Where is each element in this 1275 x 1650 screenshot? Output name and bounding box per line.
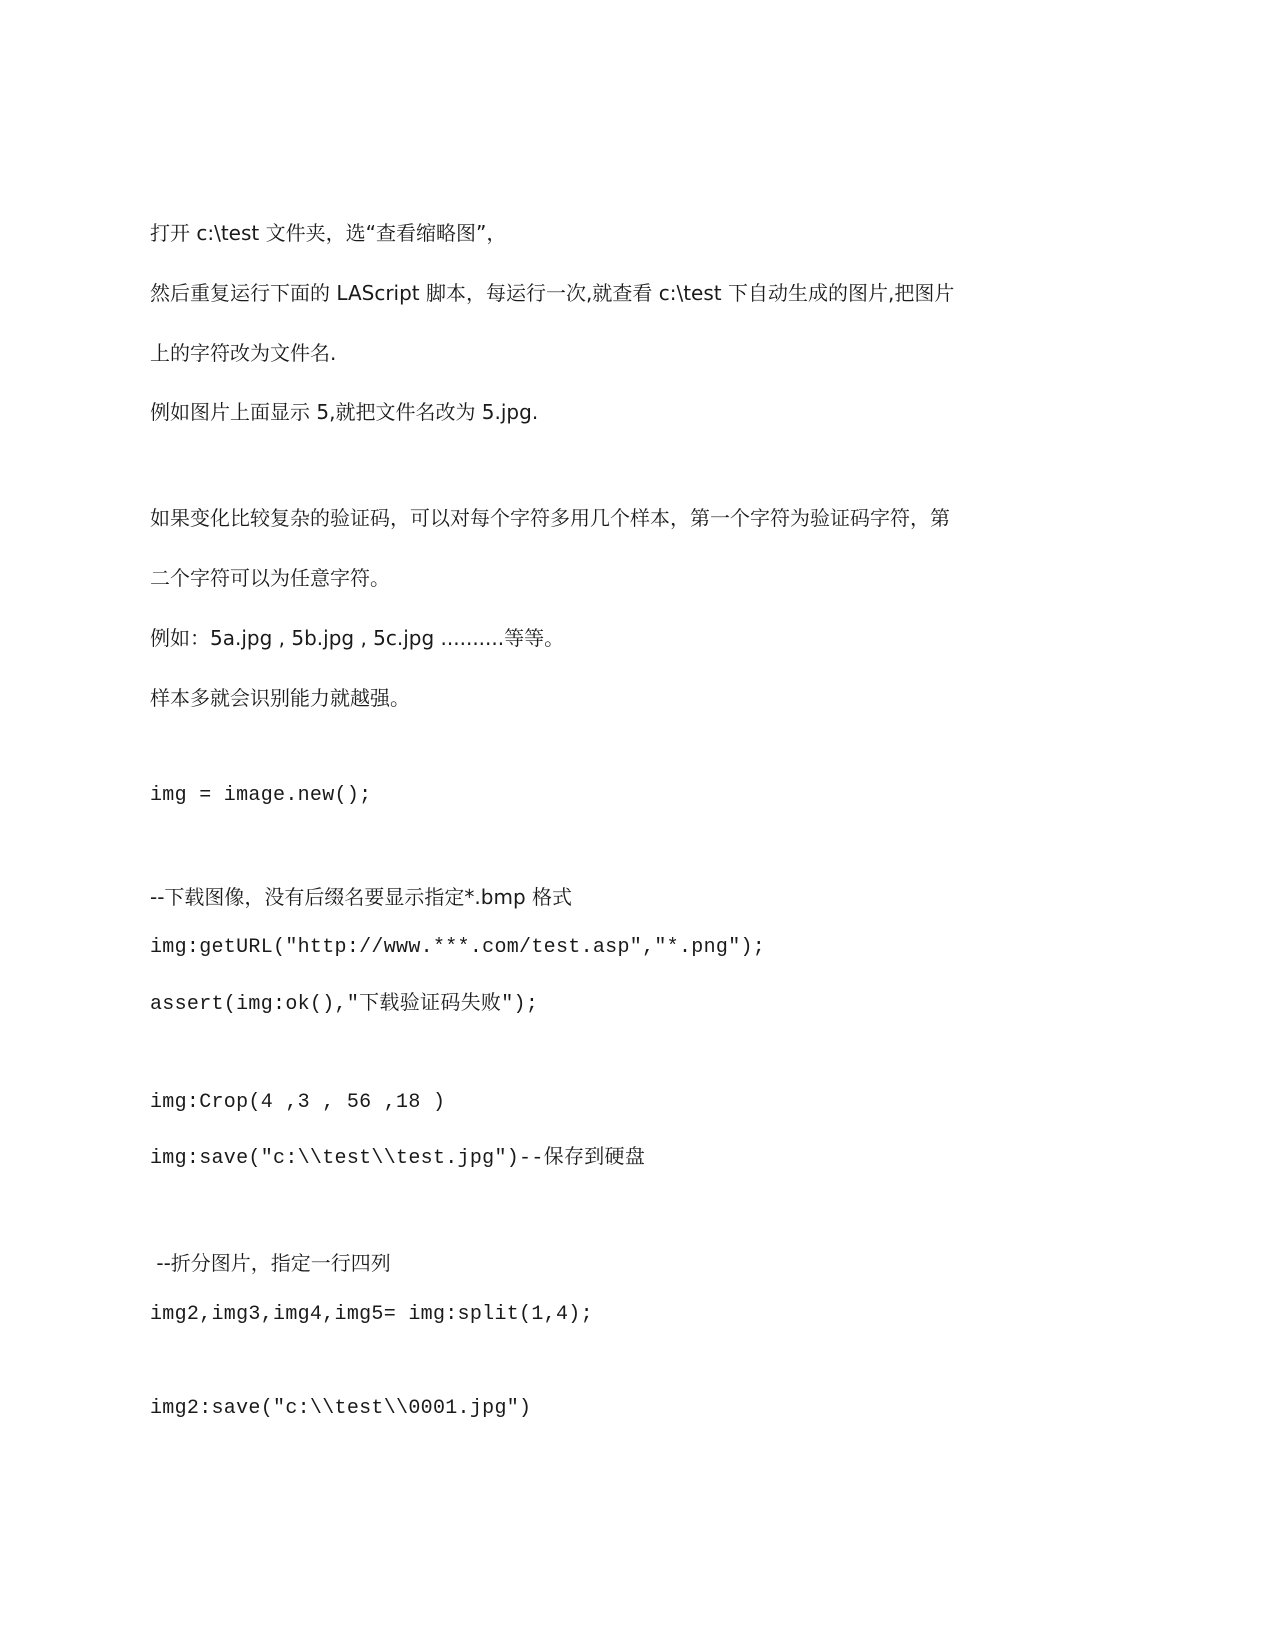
code-line-save-0001: img2:save("c:\\test\\0001.jpg") [150,1397,532,1420]
text-line-complex-captcha: 如果变化比较复杂的验证码，可以对每个字符多用几个样本，第一个字符为验证码字符，第 [150,506,950,530]
text-line-example-rename: 例如图片上面显示 5,就把文件名改为 5.jpg. [150,400,539,424]
code-line-assert: assert(img:ok(),"下载验证码失败"); [150,993,539,1016]
text-line-sample-example: 例如：5a.jpg , 5b.jpg , 5c.jpg ..........等等。 [150,626,565,650]
code-line-geturl: img:getURL("http://www.***.com/test.asp","*.png"); [150,936,766,959]
code-line-crop: img:Crop(4 ,3 , 56 ,18 ) [150,1091,446,1114]
code-line-image-new: img = image.new(); [150,784,372,807]
text-line-second-char: 二个字符可以为任意字符。 [150,566,390,590]
code-comment-split: --折分图片，指定一行四列 [150,1251,391,1275]
text-line-more-samples: 样本多就会识别能力就越强。 [150,686,410,710]
text-line-open-folder: 打开 c:\test 文件夹，选“查看缩略图”， [150,221,507,245]
code-comment-download: --下载图像，没有后缀名要显示指定*.bmp 格式 [150,885,573,909]
code-line-save-test: img:save("c:\\test\\test.jpg")--保存到硬盘 [150,1147,646,1170]
text-line-rename-chars: 上的字符改为文件名. [150,341,337,365]
code-line-split: img2,img3,img4,img5= img:split(1,4); [150,1303,593,1326]
text-line-run-script: 然后重复运行下面的 LAScript 脚本，每运行一次,就查看 c:\test 下自动生成的图片,把图片 [150,281,955,305]
